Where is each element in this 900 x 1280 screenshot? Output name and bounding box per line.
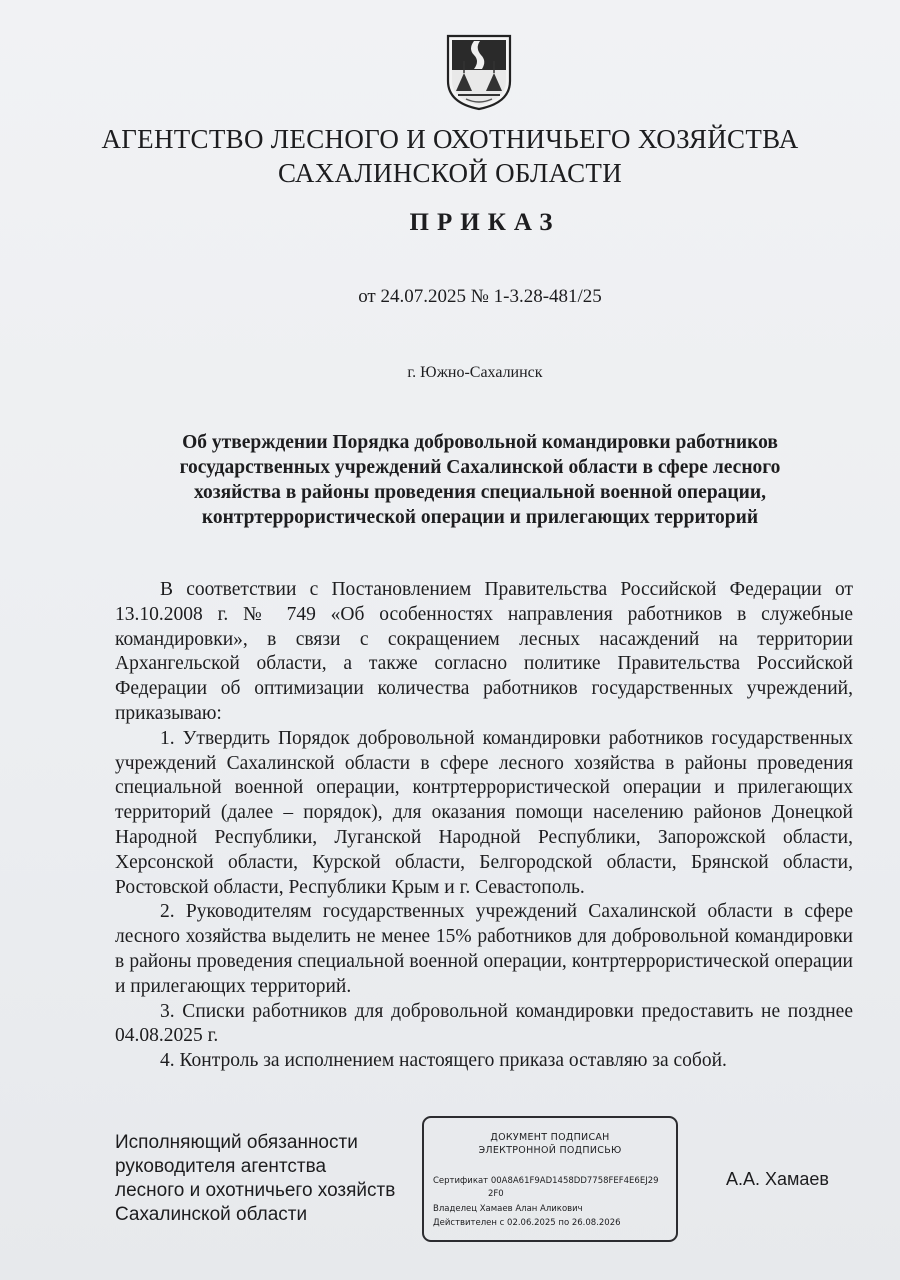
stamp-certificate: Сертификат 00A8A61F9AD1458DD7758FEF4E6EJ29 [433,1176,659,1186]
signer-name: А.А. Хамаев [726,1169,829,1189]
signer-position-line: Сахалинской области [115,1204,308,1225]
signer-position-line: лесного и охотничьего хозяйств [115,1180,396,1201]
stamp-header: ЭЛЕКТРОННОЙ ПОДПИСЬЮ [478,1145,622,1156]
agency-name-line1: АГЕНТСТВО ЛЕСНОГО И ОХОТНИЧЬЕГО ХОЗЯЙСТВА [101,124,799,154]
order-item-1: 1. Утвердить Порядок добровольной командировки работников государственных учреждений Сахалинской области в сфере лесного хозяйства в районы проведения специальной военной операции, контртеррористической операции и прилегающих территорий (далее – порядок), для оказания помощи населению районов Донецкой Народной Республики, Луганской Народной Республики, Запорожской области, Херсонской области, Курской области, Белгородской области, Брянской области, Ростовской области, Республики Крым и г. Севастополь. [115,727,853,898]
order-item-4: 4. Контроль за исполнением настоящего приказа оставляю за собой. [160,1050,727,1072]
signer-position-line: Исполняющий обязанности [115,1132,358,1153]
order-item-3: 3. Списки работников для добровольной командировки предоставить не позднее 04.08.2025 г. [115,1000,853,1047]
subject-line: контртеррористической операции и прилегающих территорий [201,507,759,528]
preamble-paragraph: В соответствии с Постановлением Правительства Российской Федерации от 13.10.2008 г. № 749 «Об особенностях направления работников в служебные командировки», в связи с сокращением лесных насаждений на территории Архангельской области, а также согласно политике Правительства Российской Федерации об оптимизации количества работников государственных учреждений, приказываю: [115,579,853,724]
sakhalin-coat-of-arms-icon [444,33,514,111]
subject-line: государственных учреждений Сахалинской области в сфере лесного [179,457,781,478]
order-item-2: 2. Руководителям государственных учреждений Сахалинской области в сфере лесного хозяйства выделить не менее 15% работников для добровольной командировки в районы проведения специальной военной операции, контртеррористической операции и прилегающих территорий. [115,901,853,997]
stamp-certificate-tail: 2F0 [488,1189,504,1199]
order-body [115,578,853,1074]
agency-name-line2: САХАЛИНСКОЙ ОБЛАСТИ [277,158,623,188]
order-subject [140,430,820,530]
issue-city: г. Южно-Сахалинск [407,364,543,381]
order-date-number: от 24.07.2025 № 1-3.28-481/25 [358,286,602,307]
document-type-title: ПРИКАЗ [409,209,561,236]
signer-position-line: руководителя агентства [115,1156,327,1177]
subject-line: хозяйства в районы проведения специальной военной операции, [193,482,766,503]
electronic-signature-stamp [422,1116,678,1242]
stamp-validity: Действителен с 02.06.2025 по 26.08.2026 [433,1218,621,1228]
signer-position [115,1131,435,1227]
stamp-header: ДОКУМЕНТ ПОДПИСАН [490,1132,610,1143]
subject-line: Об утверждении Порядка добровольной командировки работников [182,432,778,453]
stamp-owner: Владелец Хамаев Алан Аликович [433,1204,583,1214]
